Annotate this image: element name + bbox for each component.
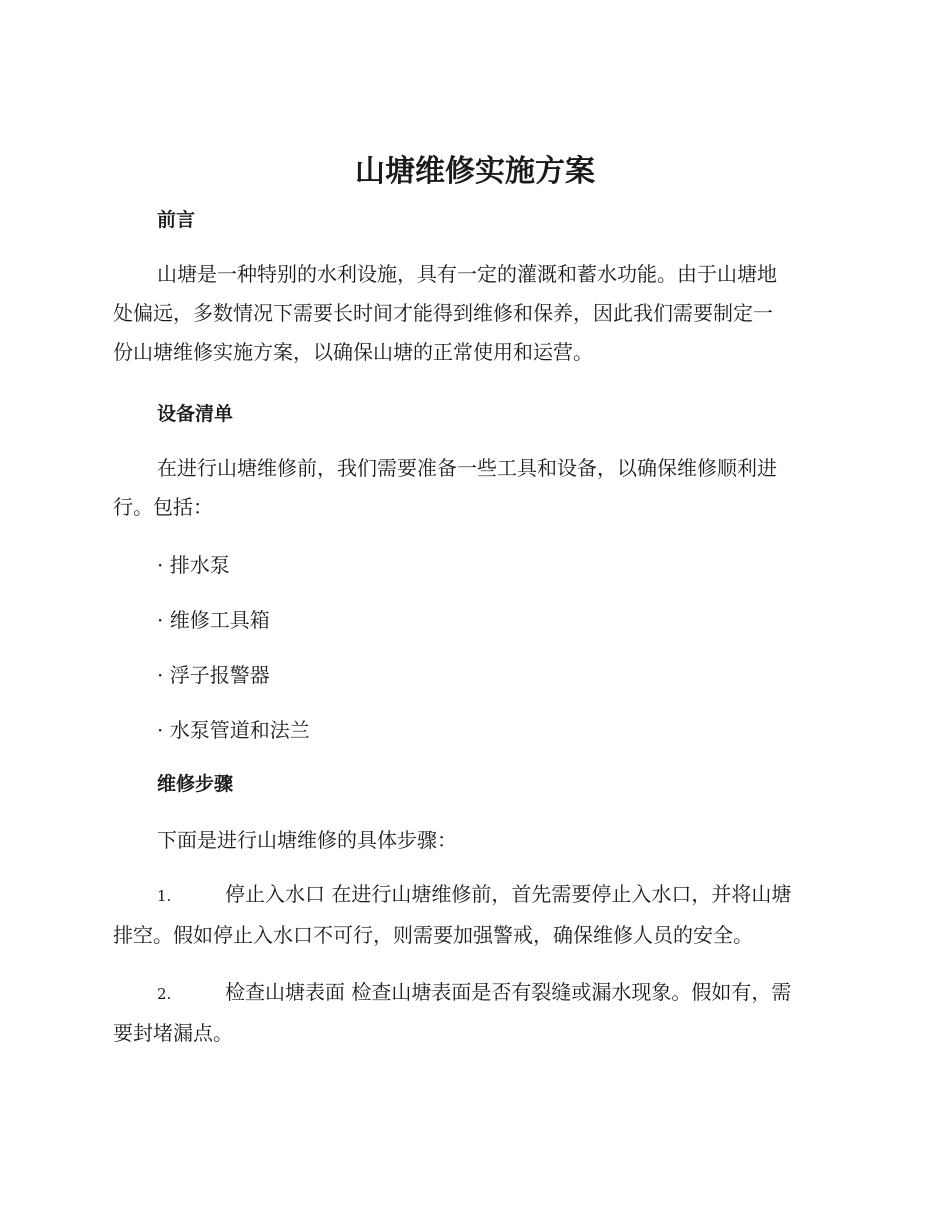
- equipment-paragraph: [113, 449, 839, 527]
- step-item: [113, 973, 839, 1053]
- paragraph-line: 山塘是一种特别的水利设施，具有一定的灌溉和蓄水功能。由于山塘地: [157, 262, 777, 286]
- step-line: 排空。假如停止入水口不可行，则需要加强警戒，确保维修人员的安全。: [113, 923, 753, 947]
- step-line: 停止入水口 在进行山塘维修前，首先需要停止入水口，并将山塘: [225, 882, 792, 906]
- paragraph-line: 在进行山塘维修前，我们需要准备一些工具和设备，以确保维修顺利进: [157, 456, 777, 480]
- step-number: 2.: [157, 985, 172, 1003]
- steps-intro: 下面是进行山塘维修的具体步骤：: [157, 828, 457, 852]
- section-heading-equipment: 设备清单: [157, 403, 234, 425]
- paragraph-line: 处偏远，多数情况下需要长时间才能得到维修和保养，因此我们需要制定一: [113, 301, 773, 325]
- equipment-list-item: · 浮子报警器: [157, 663, 270, 687]
- document-title: 山塘维修实施方案: [355, 154, 595, 189]
- paragraph-line: 份山塘维修实施方案，以确保山塘的正常使用和运营。: [113, 340, 593, 364]
- section-heading-preface: 前言: [157, 209, 196, 231]
- section-heading-steps: 维修步骤: [157, 773, 234, 795]
- step-item: [113, 875, 839, 955]
- equipment-list-item: · 水泵管道和法兰: [157, 718, 310, 742]
- equipment-list-item: · 维修工具箱: [157, 608, 270, 632]
- paragraph-line: 行。包括：: [113, 495, 213, 519]
- step-number: 1.: [157, 887, 172, 905]
- preface-paragraph: [113, 255, 839, 372]
- equipment-list-item: · 排水泵: [157, 553, 230, 577]
- step-line: 检查山塘表面 检查山塘表面是否有裂缝或漏水现象。假如有，需: [225, 980, 792, 1004]
- step-line: 要封堵漏点。: [113, 1021, 233, 1045]
